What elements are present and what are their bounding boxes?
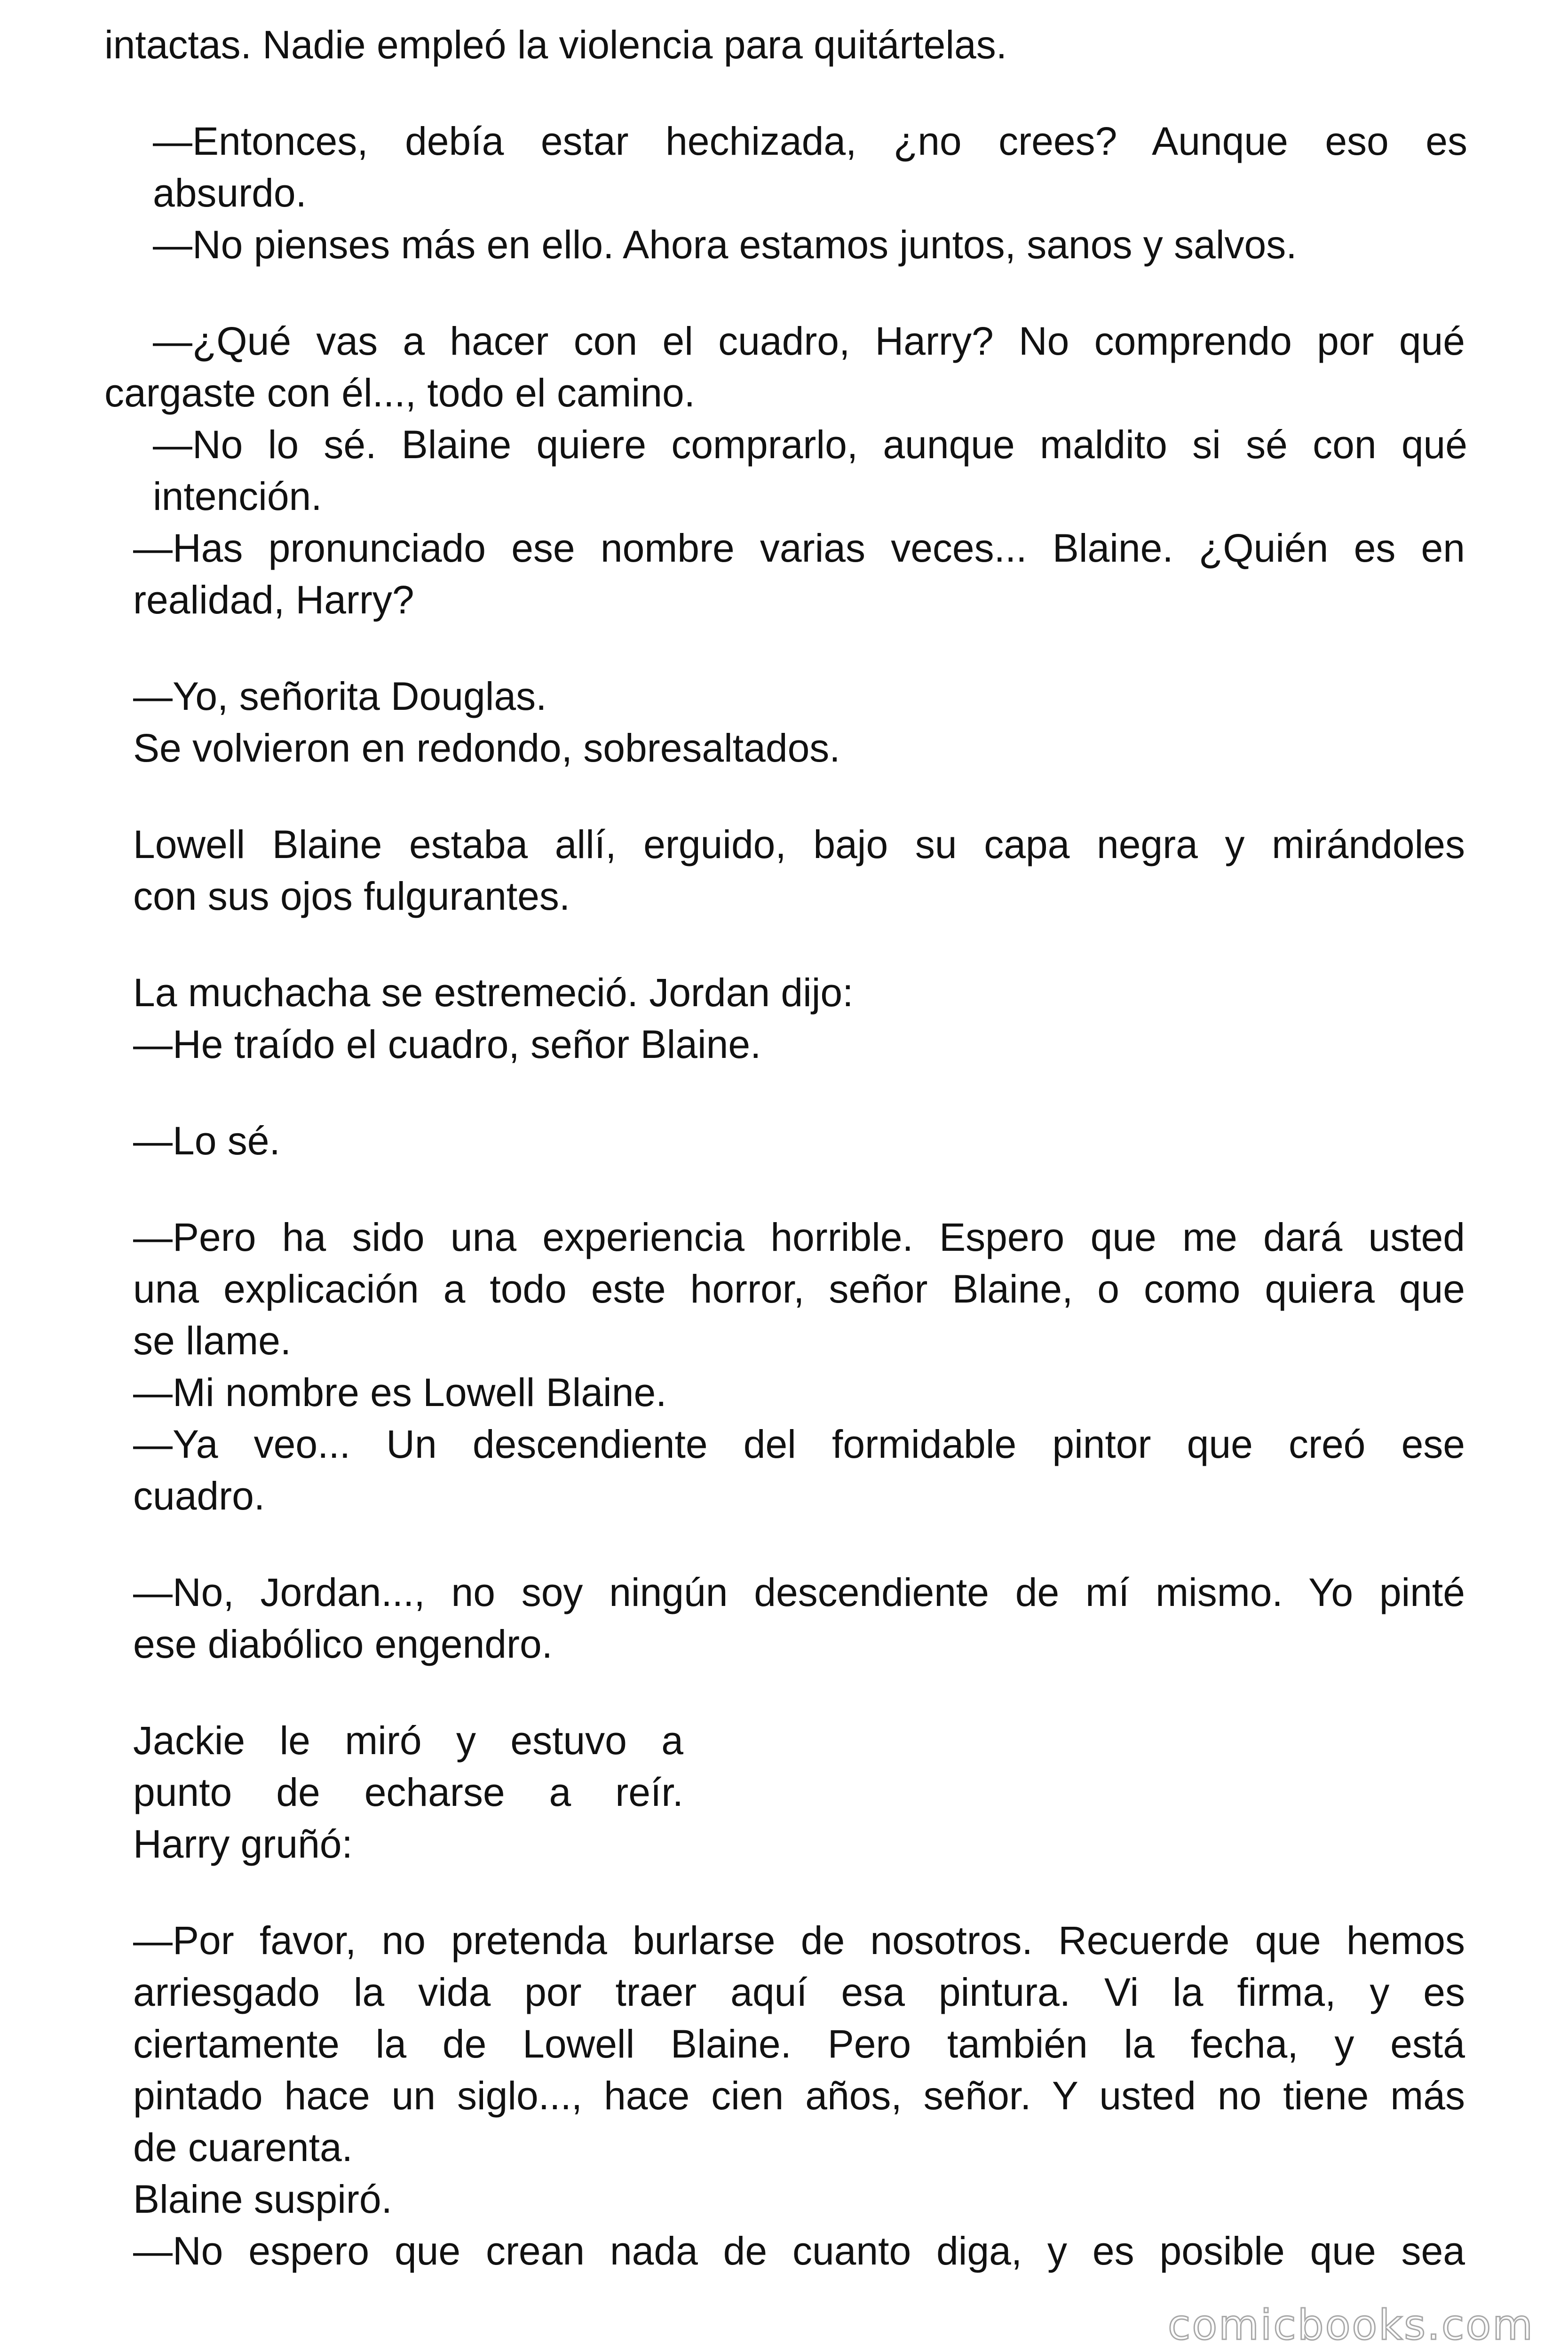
text-line: —Yo, señorita Douglas. bbox=[133, 674, 547, 718]
text-line: —¿Qué vas a hacer con el cuadro, Harry? No comprendo por qué bbox=[153, 319, 1465, 363]
text-line: La muchacha se estremeció. Jordan dijo: bbox=[133, 970, 854, 1015]
text-line: intactas. Nadie empleó la violencia para quitártelas. bbox=[104, 23, 1007, 67]
text-line: —Por favor, no pretenda burlarse de nosotros. Recuerde que hemos bbox=[133, 1918, 1465, 1963]
text-line: —No lo sé. Blaine quiere comprarlo, aunque maldito si sé con qué bbox=[153, 422, 1467, 467]
watermark-logo: comicbooks.com bbox=[1167, 2301, 1534, 2349]
text-line: intención. bbox=[153, 474, 322, 518]
text-line: absurdo. bbox=[153, 171, 307, 215]
text-line: punto de echarse a reír. bbox=[133, 1770, 683, 1814]
text-line: Se volvieron en redondo, sobresaltados. bbox=[133, 726, 840, 770]
text-line: ese diabólico engendro. bbox=[133, 1622, 553, 1666]
text-line: —No espero que crean nada de cuanto diga, y es posible que sea bbox=[133, 2229, 1465, 2273]
text-line: Lowell Blaine estaba allí, erguido, bajo su capa negra y mirándoles bbox=[133, 822, 1465, 866]
text-line: cuadro. bbox=[133, 1474, 265, 1518]
text-line: —He traído el cuadro, señor Blaine. bbox=[133, 1022, 761, 1066]
text-line: —Ya veo... Un descendiente del formidable pintor que creó ese bbox=[133, 1422, 1465, 1466]
text-line: Harry gruñó: bbox=[133, 1822, 353, 1866]
text-line: pintado hace un siglo..., hace cien años, señor. Y usted no tiene más bbox=[133, 2074, 1465, 2118]
text-line: —Lo sé. bbox=[133, 1119, 280, 1163]
text-line: —Has pronunciado ese nombre varias veces... Blaine. ¿Quién es en bbox=[133, 526, 1465, 570]
text-line: de cuarenta. bbox=[133, 2125, 353, 2169]
text-line: ciertamente la de Lowell Blaine. Pero también la fecha, y está bbox=[133, 2022, 1465, 2066]
text-line: una explicación a todo este horror, señor Blaine, o como quiera que bbox=[133, 1267, 1465, 1311]
text-line: arriesgado la vida por traer aquí esa pintura. Vi la firma, y es bbox=[133, 1970, 1465, 2014]
text-line: se llame. bbox=[133, 1319, 292, 1363]
text-line: Blaine suspiró. bbox=[133, 2177, 392, 2221]
text-line: con sus ojos fulgurantes. bbox=[133, 874, 570, 918]
text-line: —Pero ha sido una experiencia horrible. Espero que me dará usted bbox=[133, 1215, 1465, 1259]
text-line: —Mi nombre es Lowell Blaine. bbox=[133, 1370, 667, 1414]
text-line: —Entonces, debía estar hechizada, ¿no crees? Aunque eso es bbox=[153, 119, 1467, 163]
text-line: —No, Jordan..., no soy ningún descendiente de mí mismo. Yo pinté bbox=[133, 1570, 1465, 1614]
text-line: Jackie le miró y estuvo a bbox=[133, 1718, 683, 1763]
text-line: —No pienses más en ello. Ahora estamos juntos, sanos y salvos. bbox=[153, 222, 1297, 267]
text-line: realidad, Harry? bbox=[133, 578, 414, 622]
text-line: cargaste con él..., todo el camino. bbox=[104, 371, 696, 415]
